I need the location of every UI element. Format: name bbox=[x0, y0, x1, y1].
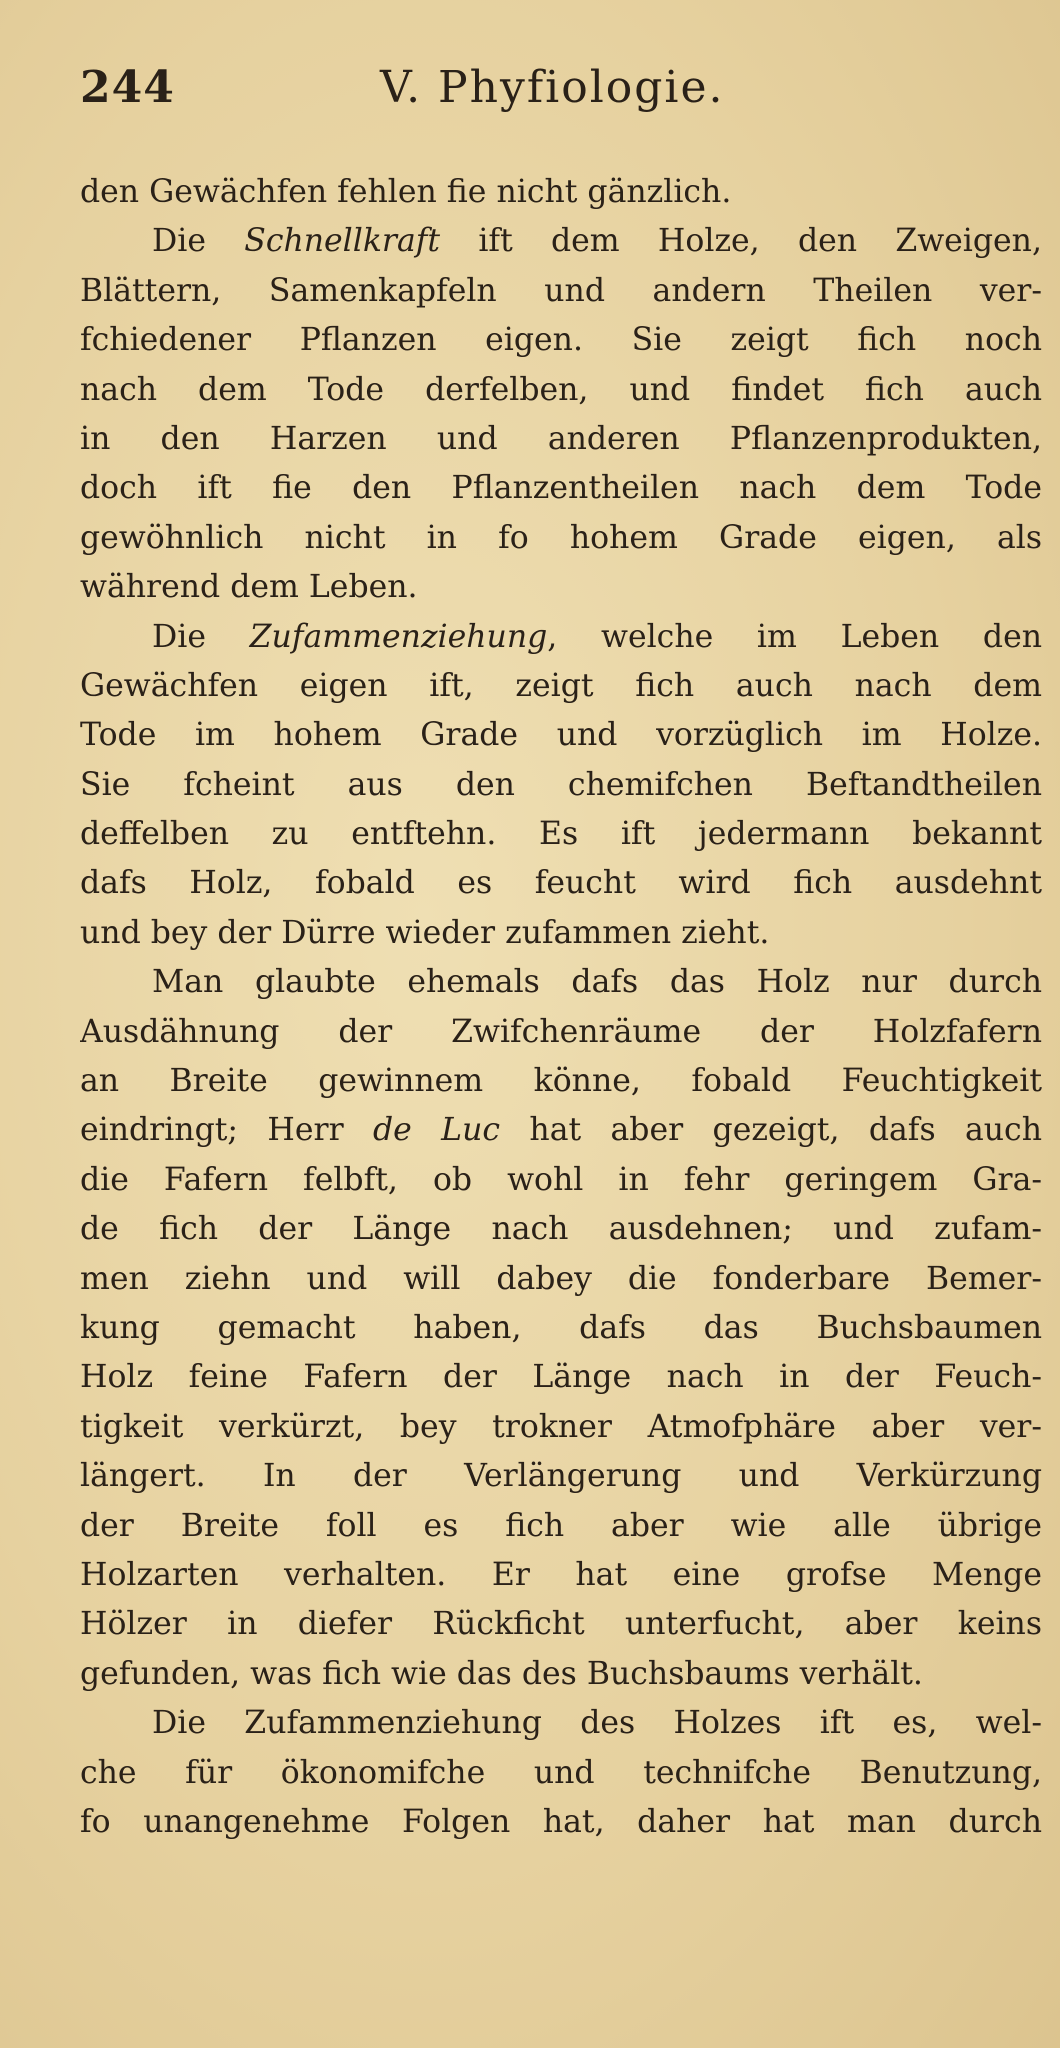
text-line bbox=[80, 1452, 1042, 1501]
emphasized-term: de Luc bbox=[373, 1112, 501, 1149]
text-line bbox=[80, 1057, 1042, 1106]
text-line bbox=[80, 662, 1042, 711]
text-span: längert. In der Verlängerung und Verkürzung bbox=[80, 1458, 1042, 1495]
text-line bbox=[80, 267, 1042, 316]
text-span: Die Zufammenziehung des Holzes ift es, wel- bbox=[152, 1705, 1042, 1742]
running-title: V. Phyfiologie. bbox=[380, 62, 725, 113]
text-span: gefunden, was fich wie das des Buchsbaums verhält. bbox=[80, 1655, 923, 1692]
text-line bbox=[80, 415, 1042, 464]
text-span: Tode im hohem Grade und vorzüglich im Holze. bbox=[80, 717, 1042, 754]
text-line bbox=[80, 909, 1042, 958]
text-line bbox=[80, 1403, 1042, 1452]
text-line bbox=[80, 1304, 1042, 1353]
text-span: an Breite gewinnem könne, fobald Feuchtigkeit bbox=[80, 1063, 1042, 1100]
text-span: de fich der Länge nach ausdehnen; und zufam- bbox=[80, 1211, 1042, 1248]
text-line bbox=[80, 1749, 1042, 1798]
text-span: tigkeit verkürzt, bey trokner Atmofphäre aber ver- bbox=[80, 1408, 1042, 1445]
text-line bbox=[80, 1551, 1042, 1600]
text-line bbox=[80, 761, 1042, 810]
text-span: Holz feine Fafern der Länge nach in der Feuch- bbox=[80, 1359, 1042, 1396]
text-span: che für ökonomifche und technifche Benutzung, bbox=[80, 1754, 1042, 1791]
text-line bbox=[80, 958, 1042, 1007]
text-line bbox=[80, 1699, 1042, 1748]
text-span: Hölzer in diefer Rückficht unterfucht, aber keins bbox=[80, 1606, 1042, 1643]
text-line bbox=[80, 1353, 1042, 1402]
text-span: ift dem Holze, den Zweigen, bbox=[440, 223, 1042, 260]
text-span: doch ift fie den Pflanzentheilen nach dem Tode bbox=[80, 470, 1042, 507]
text-span: Ausdähnung der Zwifchenräume der Holzfafern bbox=[80, 1013, 1042, 1050]
text-line bbox=[80, 613, 1042, 662]
text-span: Man glaubte ehemals dafs das Holz nur durch bbox=[152, 964, 1042, 1001]
text-line bbox=[80, 1502, 1042, 1551]
emphasized-term: Zufammenziehung bbox=[249, 618, 548, 655]
text-line bbox=[80, 711, 1042, 760]
text-line bbox=[80, 859, 1042, 908]
text-span: fo unangenehme Folgen hat, daher hat man durch bbox=[80, 1803, 1042, 1840]
text-span: Die bbox=[152, 618, 250, 655]
text-span: , welche im Leben den bbox=[547, 618, 1042, 655]
text-line bbox=[80, 1106, 1042, 1155]
text-span: in den Harzen und anderen Pflanzenprodukten, bbox=[80, 420, 1042, 457]
text-span: und bey der Dürre wieder zufammen zieht. bbox=[80, 914, 770, 951]
text-span: die Fafern felbft, ob wohl in fehr geringem Gra- bbox=[80, 1161, 1042, 1198]
text-span: deffelben zu entftehn. Es ift jedermann bekannt bbox=[80, 816, 1042, 853]
text-span: dafs Holz, fobald es feucht wird fich ausdehnt bbox=[80, 865, 1042, 902]
text-span: eindringt; Herr bbox=[80, 1112, 373, 1149]
text-line bbox=[80, 810, 1042, 859]
text-span: kung gemacht haben, dafs das Buchsbaumen bbox=[80, 1309, 1042, 1346]
page-header bbox=[80, 62, 1020, 132]
text-span: Gewächfen eigen ift, zeigt fich auch nach dem bbox=[80, 667, 1042, 704]
body-text bbox=[80, 168, 1042, 1847]
text-line bbox=[80, 563, 1042, 612]
text-line bbox=[80, 1255, 1042, 1304]
text-line bbox=[80, 1600, 1042, 1649]
text-line bbox=[80, 316, 1042, 365]
text-line bbox=[80, 1008, 1042, 1057]
text-span: Sie fcheint aus den chemifchen Beftandtheilen bbox=[80, 766, 1042, 803]
text-span: den Gewächfen fehlen fie nicht gänzlich. bbox=[80, 174, 732, 210]
page-number: 244 bbox=[80, 62, 175, 113]
text-line bbox=[80, 514, 1042, 563]
text-span: hat aber gezeigt, dafs auch bbox=[500, 1112, 1042, 1149]
text-span: Blättern, Samenkapfeln und andern Theilen ver- bbox=[80, 272, 1042, 309]
text-line bbox=[80, 1650, 1042, 1699]
text-line bbox=[80, 217, 1042, 266]
emphasized-term: Schnellkraft bbox=[244, 223, 441, 260]
text-span: gewöhnlich nicht in fo hohem Grade eigen, als bbox=[80, 519, 1042, 556]
text-span: fchiedener Pflanzen eigen. Sie zeigt fich noch bbox=[80, 322, 1042, 359]
text-line bbox=[80, 1156, 1042, 1205]
text-line bbox=[80, 168, 1042, 217]
text-span: der Breite foll es fich aber wie alle übrige bbox=[80, 1507, 1042, 1544]
text-span: Holzarten verhalten. Er hat eine grofse Menge bbox=[80, 1556, 1042, 1593]
text-span: Die bbox=[152, 223, 245, 260]
text-span: während dem Leben. bbox=[80, 569, 418, 606]
text-span: nach dem Tode derfelben, und findet fich auch bbox=[80, 371, 1042, 408]
text-line bbox=[80, 366, 1042, 415]
text-line bbox=[80, 1798, 1042, 1847]
text-line bbox=[80, 464, 1042, 513]
text-line bbox=[80, 1205, 1042, 1254]
text-span: men ziehn und will dabey die fonderbare Bemer- bbox=[80, 1260, 1042, 1297]
